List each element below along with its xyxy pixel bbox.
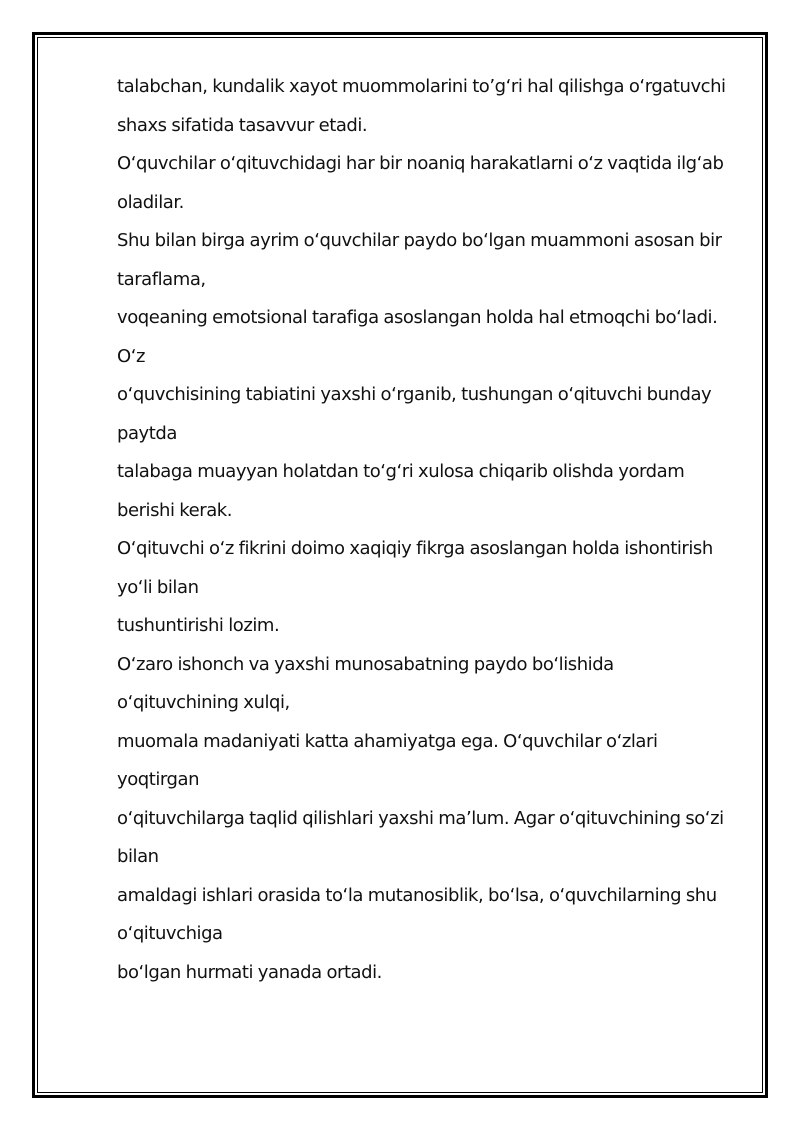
text-line: o‘qituvchilarga taqlid qilishlari yaxshi ma’lum. Agar o‘qituvchining so‘zi xyxy=(117,807,724,829)
text-line: voqeaning emotsional tarafiga asoslangan holda hal etmoqchi bo‘ladi. xyxy=(117,307,718,328)
text-line: bilan xyxy=(117,846,159,867)
text-line: o‘qituvchining xulqi, xyxy=(117,692,290,713)
text-line: talabchan, kundalik xayot muommolarini to’g‘ri hal qilishga o‘rgatuvchi xyxy=(117,76,726,97)
text-line: Shu bilan birga ayrim o‘quvchilar paydo bo‘lgan muammoni asosan bir xyxy=(117,230,722,251)
text-line: O‘z xyxy=(117,345,145,367)
text-line: tushuntirishi lozim. xyxy=(117,615,280,636)
text-line: taraflama, xyxy=(117,268,206,290)
text-line: muomala madaniyati katta ahamiyatga ega. O‘quvchilar o‘zlari xyxy=(117,730,658,752)
text-line: oladilar. xyxy=(117,191,184,213)
text-line: o‘qituvchiga xyxy=(117,923,223,944)
text-line: shaxs sifatida tasavvur etadi. xyxy=(117,114,368,136)
text-line: paytda xyxy=(117,422,177,444)
text-line: yo‘li bilan xyxy=(117,576,199,598)
document-body xyxy=(117,68,757,992)
text-line: O‘quvchilar o‘qituvchidagi har bir noaniq harakatlarni o‘z vaqtida ilg‘ab xyxy=(117,153,724,174)
text-line: O‘zaro ishonch va yaxshi munosabatning paydo bo‘lishida xyxy=(117,653,614,675)
text-line: amaldagi ishlari orasida to‘la mutanosiblik, bo‘lsa, o‘quvchilarning shu xyxy=(117,884,717,906)
text-line: yoqtirgan xyxy=(117,769,200,790)
text-line: bo‘lgan hurmati yanada ortadi. xyxy=(117,961,382,983)
text-line: o‘quvchisining tabiatini yaxshi o‘rganib, tushungan o‘qituvchi bunday xyxy=(117,384,712,405)
text-line: talabaga muayyan holatdan to‘g‘ri xulosa chiqarib olishda yordam xyxy=(117,461,685,482)
text-line: berishi kerak. xyxy=(117,499,233,521)
text-line: O‘qituvchi o‘z fikrini doimo xaqiqiy fikrga asoslangan holda ishontirish xyxy=(117,538,713,559)
